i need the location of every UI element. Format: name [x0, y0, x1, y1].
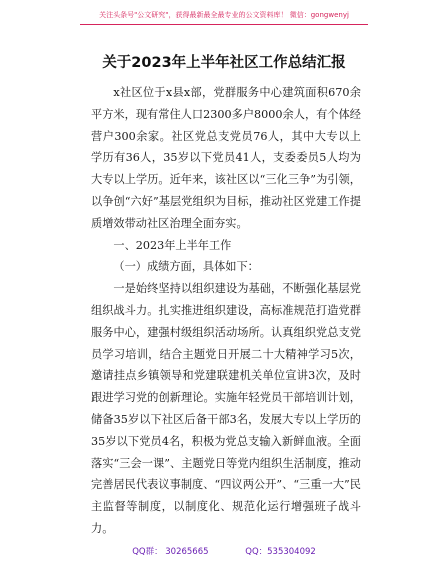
- body-paragraph: 一是始终坚持以组织建设为基础，不断强化基层党组织战斗力。扎实推进组织建设，高标准规范打造党群服务中心，建强村级组织活动场所。认真组织党总支党员学习培训，结合主题党日开展二十大精神学习5次，邀请挂点乡镇领导和党建联建机关单位宣讲3次，及时跟进学习党的创新理论。实施年轻党员干部培训计划，储备35岁以下社区后备干部3名，发展大专以上学历的35岁以下党员4名，积极为党总支输入新鲜血液。全面落实“三会一课”、主题党日等党内组织生活制度，推动完善居民代表议事制度、“四议两公开”、“三重一大”民主监督等制度，以制度化、规范化运行增强班子战斗力。: [91, 282, 361, 535]
- banner-divider: [80, 24, 368, 25]
- document-title: 关于2023年上半年社区工作总结汇报: [102, 55, 346, 71]
- top-banner: 关注头条号"公文研究"，获得最新最全最专业的公文资料库！ 微信：gongwenyj: [99, 11, 349, 19]
- footer-contact: [0, 545, 448, 557]
- intro-paragraph: x社区位于x县x部，党群服务中心建筑面积670余平方米，现有常住人口2300多户8000余人，有个体经营户300余家。社区党总支党员76人，其中大专以上学历有36人，35岁以下党员41人，支委委员5人均为大专以上学历。近年来，该社区以“三化三争”为引领，以争创“六好”基层党组织为目标，推动社区党建工作提质增效带动社区治理全面夯实。: [91, 86, 361, 230]
- document-body: [91, 82, 361, 540]
- footer-qq-group: QQ群： 30265665: [132, 547, 209, 557]
- subsection-heading: （一）成绩方面，具体如下：: [113, 260, 259, 274]
- section-heading: 一、2023年上半年工作: [113, 238, 232, 252]
- footer-qq: QQ：535304092: [245, 547, 316, 557]
